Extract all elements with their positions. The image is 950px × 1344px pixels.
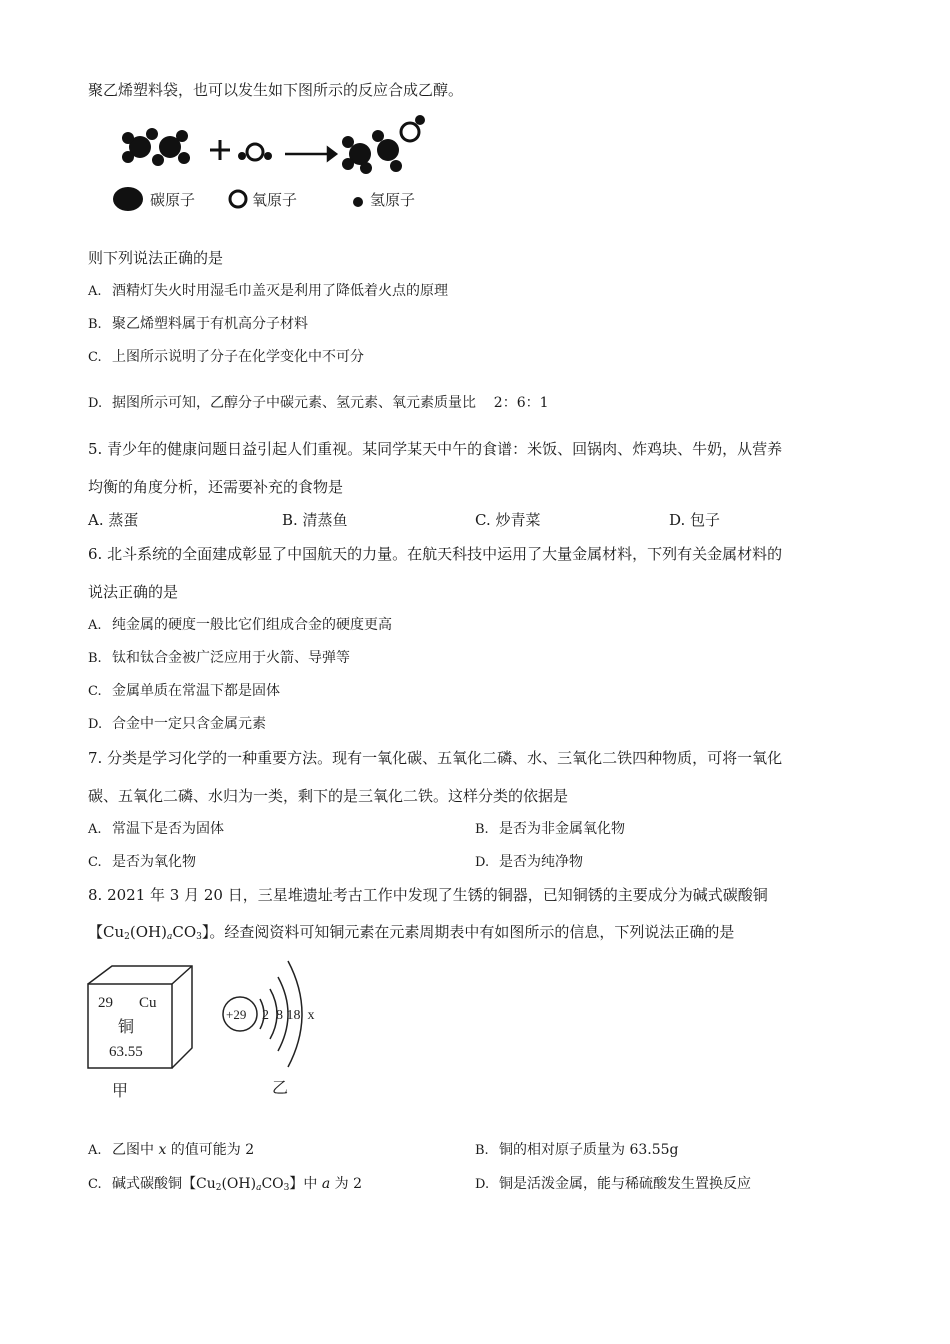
q8-option-c: C. 碱式碳酸铜【$Cu_2(OH)_aCO_3$】中 a 为 2	[88, 1176, 363, 1193]
q7-line-1: 7. 分类是学习化学的一种重要方法。现有一氧化碳、五氧化二磷、水、三氧化二铁四种物质，可将一氧化	[88, 749, 783, 767]
q6-option-b: B. 钛和钛合金被广泛应用于火箭、导弹等	[88, 650, 350, 666]
q5-line-1: 5. 青少年的健康问题日益引起人们重视。某同学某天中午的食谱：米饭、回锅肉、炸鸡块、牛奶，从营养	[88, 440, 783, 458]
q8-option-d: D. 铜是活泼金属，能与稀硫酸发生置换反应	[475, 1176, 751, 1192]
q5-option-b: B. 清蒸鱼	[282, 511, 348, 529]
carbon-legend-icon	[113, 187, 143, 211]
q8-line-2: 【$Cu_2(OH)_aCO_3$】。经查阅资料可知铜元素在元素周期表中有如图所示的信息，下列说法正确的是	[88, 923, 735, 942]
q7-option-d: D. 是否为纯净物	[475, 854, 583, 870]
q4-intro: 聚乙烯塑料袋，也可以发生如下图所示的反应合成乙醇。	[88, 81, 464, 99]
q4-stem: 则下列说法正确的是	[88, 249, 224, 267]
q7-option-c: C. 是否为氧化物	[88, 854, 196, 870]
q4-option-c: C. 上图所示说明了分子在化学变化中不可分	[88, 349, 364, 365]
reactant-molecule-1	[122, 128, 190, 166]
hydrogen-label: 氢原子	[370, 191, 416, 209]
q5-option-c: C. 炒青菜	[475, 511, 541, 529]
q8-option-a: A. 乙图中 x 的值可能为 2	[88, 1142, 255, 1158]
q8-option-b: B. 铜的相对原子质量为 63.55g	[475, 1142, 679, 1158]
oxygen-legend-icon	[230, 191, 246, 207]
q6-option-d: D. 合金中一定只含金属元素	[88, 716, 266, 732]
reactant-molecule-2	[238, 144, 272, 160]
q4-option-b: B. 聚乙烯塑料属于有机高分子材料	[88, 316, 308, 332]
element-cell-figure	[84, 960, 204, 1105]
figure-label-jia: 甲	[112, 1081, 129, 1100]
atom-structure-figure	[216, 955, 331, 1105]
q7-option-b: B. 是否为非金属氧化物	[475, 821, 625, 837]
q6-line-1: 6. 北斗系统的全面建成彰显了中国航天的力量。在航天科技中运用了大量金属材料，下列有关金属材料的	[88, 545, 783, 563]
q5-line-2: 均衡的角度分析，还需要补充的食物是	[88, 478, 344, 496]
q7-option-a: A. 常温下是否为固体	[88, 821, 224, 837]
q4-option-a: A. 酒精灯失火时用湿毛巾盖灭是利用了降低着火点的原理	[88, 283, 448, 299]
q5-option-a: A. 蒸蛋	[88, 511, 139, 529]
q5-option-d: D. 包子	[669, 511, 721, 529]
arrow	[285, 148, 336, 160]
hydrogen-legend-icon	[353, 197, 363, 207]
element-name: 铜	[118, 1017, 135, 1036]
plus-sign	[210, 140, 230, 160]
reaction-diagram	[110, 112, 440, 217]
q6-option-c: C. 金属单质在常温下都是固体	[88, 683, 280, 699]
carbon-label: 碳原子	[150, 191, 196, 209]
figure-label-yi: 乙	[272, 1078, 289, 1097]
q6-line-2: 说法正确的是	[88, 583, 179, 601]
shell-electron-counts: 2 8 18 x	[262, 1008, 315, 1023]
q6-option-a: A. 纯金属的硬度一般比它们组成合金的硬度更高	[88, 617, 392, 633]
q8-line-1: 8. 2021 年 3 月 20 日，三星堆遗址考古工作中发现了生锈的铜器，已知铜锈的主要成分为碱式碳酸铜	[88, 886, 768, 904]
atomic-number: 29	[98, 995, 113, 1011]
element-symbol: Cu	[139, 995, 157, 1011]
oxygen-label: 氧原子	[252, 191, 298, 209]
q7-line-2: 碳、五氧化二磷、水归为一类，剩下的是三氧化二铁。这样分类的依据是	[88, 787, 569, 805]
product-molecule	[342, 115, 425, 174]
q4-option-d: D. 据图所示可知，乙醇分子中碳元素、氢元素、氧元素质量比 2：6：1	[88, 395, 549, 411]
atomic-mass: 63.55	[109, 1044, 143, 1060]
nucleus-charge: +29	[226, 1007, 247, 1022]
